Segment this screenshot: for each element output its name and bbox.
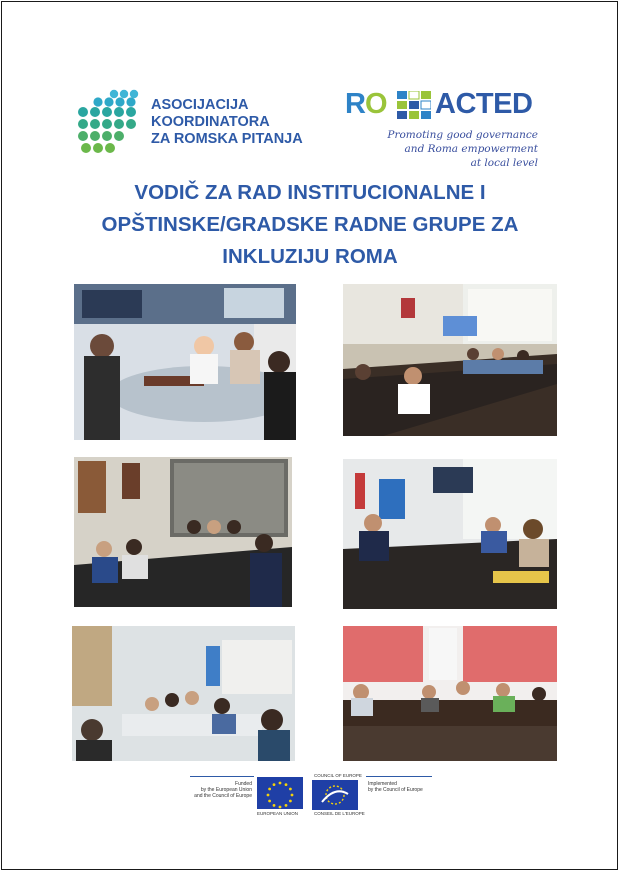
romacted-acted: ACTED bbox=[435, 88, 533, 120]
footer-rule-left bbox=[190, 776, 254, 777]
implemented-text: Implemented by the Council of Europe bbox=[368, 781, 423, 793]
footer-rule-right bbox=[366, 776, 432, 777]
meeting-photo-icon bbox=[72, 626, 295, 761]
photo-meeting-4 bbox=[343, 459, 557, 609]
romacted-logo bbox=[343, 88, 548, 176]
ako-logo bbox=[74, 88, 314, 160]
title-line-3: INKLUZIJU ROMA bbox=[222, 245, 398, 268]
coe-caption: CONSEIL DE L'EUROPE bbox=[314, 811, 365, 816]
ako-line-2: KOORDINATORA bbox=[151, 114, 270, 130]
funding-footer bbox=[190, 772, 435, 818]
meeting-photo-icon bbox=[343, 284, 557, 436]
title-line-2: OPŠTINSKE/GRADSKE RADNE GRUPE ZA bbox=[101, 213, 519, 236]
photo-meeting-5 bbox=[72, 626, 295, 761]
ako-line-1: ASOCIJACIJA bbox=[151, 97, 249, 113]
meeting-photo-icon bbox=[343, 459, 557, 609]
romacted-tagline-3: at local level bbox=[470, 157, 538, 169]
meeting-photo-icon bbox=[74, 457, 292, 607]
meeting-photo-icon bbox=[343, 626, 557, 761]
photo-meeting-1 bbox=[74, 284, 296, 440]
funded-text: Funded by the European Union and the Council of Europe bbox=[194, 781, 252, 799]
photo-meeting-3 bbox=[74, 457, 292, 607]
romacted-ro: RO bbox=[345, 88, 387, 120]
romacted-tagline-1: Promoting good governance bbox=[387, 129, 538, 141]
coe-flag-icon bbox=[312, 780, 358, 810]
photo-meeting-6 bbox=[343, 626, 557, 761]
title-line-1: VODIČ ZA RAD INSTITUCIONALNE I bbox=[134, 181, 486, 204]
meeting-photo-icon bbox=[74, 284, 296, 440]
coe-top-caption: COUNCIL OF EUROPE bbox=[314, 773, 362, 778]
romacted-grid-icon bbox=[397, 91, 431, 119]
romacted-o-letter: O bbox=[364, 88, 387, 120]
document-title bbox=[70, 177, 550, 273]
eu-flag-icon bbox=[257, 777, 303, 809]
ako-line-3: ZA ROMSKA PITANJA bbox=[151, 131, 303, 147]
eu-caption: EUROPEAN UNION bbox=[257, 811, 299, 816]
dots-logo-icon bbox=[74, 88, 146, 160]
photo-meeting-2 bbox=[343, 284, 557, 436]
romacted-tagline-2: and Roma empowerment bbox=[404, 143, 538, 155]
